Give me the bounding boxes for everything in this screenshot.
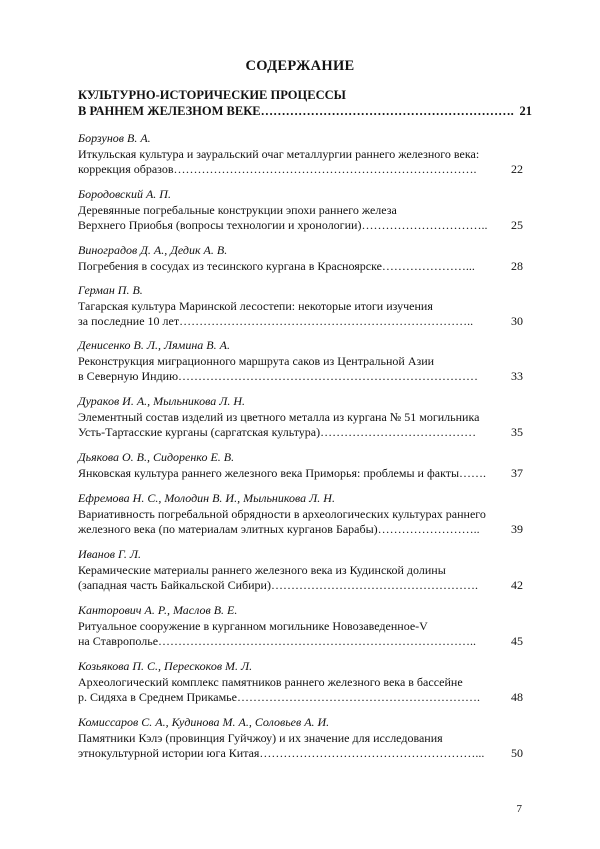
toc-entry-borzunov[interactable] [78,131,523,178]
entry-author: Виноградов Д. А., Дедик А. В. [78,243,228,257]
entry-title-line: Реконструкция миграционного маршрута саков из Центральной Азии [78,353,435,368]
entry-page-number: 48 [511,690,523,704]
entry-author: Дураков И. А., Мыльникова Л. Н. [78,394,246,408]
toc-entry-efremova[interactable] [78,491,523,538]
section-title-line-2: В РАННЕМ ЖЕЛЕЗНОМ ВЕКЕ……………………………………………………. [78,104,514,118]
toc-entry-borodovsky[interactable] [78,187,523,234]
entry-page-number: 39 [511,522,523,536]
entry-title-last-line: Янковская культура раннего железного века Приморья: проблемы и факты……. [78,465,487,480]
entry-title-last-line: на Ставрополье…………………………………………………………………….. [78,634,477,648]
entry-title-last-line: этнокультурной истории юга Китая………………………………………………... [78,746,485,760]
entry-page-number: 35 [511,425,523,439]
entry-page-number: 33 [511,369,523,383]
entry-title-last-line: (западная часть Байкальской Сибири)……………………………………………. [78,578,478,592]
entry-title-line: Иткульская культура и зауральский очаг металлургии раннего железного века: [78,146,480,161]
entry-title-last-line: р. Сидяха в Среднем Прикамье……………………………………………………. [78,690,480,704]
entry-title-line: Деревянные погребальные конструкции эпохи раннего железа [78,202,397,217]
entry-author: Денисенко В. Л., Лямина В. А. [78,338,230,352]
entry-title-line: Тагарская культура Маринской лесостепи: некоторые итоги изучения [78,298,433,313]
entry-title-last-line: Усть-Тартасские курганы (саргатская культура)………………………………… [78,425,477,439]
toc-entry-kantorovich[interactable] [78,603,523,650]
toc-entry-vinogradov[interactable] [78,243,523,274]
entry-title-last-line: Верхнего Приобья (вопросы технологии и хронологии)………………………….. [78,218,488,232]
entry-title-line: Памятники Кэлэ (провинция Гуйчжоу) и их значение для исследования [78,730,443,745]
page-number: 7 [516,803,522,815]
entry-author: Дьякова О. В., Сидоренко Е. В. [78,450,235,464]
entry-page-number: 28 [511,258,523,273]
page-title: СОДЕРЖАНИЕ [245,58,355,74]
entry-author: Герман П. В. [78,283,143,297]
toc-entry-dyakova[interactable] [78,450,523,481]
entry-page-number: 42 [511,578,523,592]
section-page-number: 21 [519,104,532,118]
entry-page-number: 22 [511,162,523,176]
entry-title-last-line: железного века (по материалам элитных курганов Барабы)…………………….. [78,522,480,536]
entry-title-line: Керамические материалы раннего железного века из Кудинской долины [78,562,446,577]
entry-author: Борзунов В. А. [78,131,151,145]
entry-title-last-line: в Северную Индию………………………………………………………………… [78,369,479,383]
entry-title-line: Вариативность погребальной обрядности в археологических культурах раннего [78,506,486,521]
entry-title-last-line: за последние 10 лет……………………………………………………………….. [78,314,474,328]
toc-entry-komissarov[interactable] [78,715,523,762]
entry-author: Комиссаров С. А., Кудинова М. А., Соловьев А. И. [78,715,330,729]
entry-page-number: 30 [511,314,523,328]
toc-entry-durakov[interactable] [78,394,523,441]
entry-author: Канторович А. Р., Маслов В. Е. [78,603,238,617]
entry-page-number: 50 [511,746,523,760]
entry-title-last-line: коррекция образов…………………………………………………………………. [78,162,477,176]
entry-author: Иванов Г. Л. [78,547,142,561]
entry-author: Ефремова Н. С., Молодин В. И., Мыльникова Л. Н. [78,491,335,505]
entry-title-line: Ритуальное сооружение в курганном могильнике Новозаведенное-V [78,618,428,633]
entry-title-last-line: Погребения в сосудах из тесинского кургана в Красноярске…………………... [78,258,475,273]
section-title-line-1: КУЛЬТУРНО-ИСТОРИЧЕСКИЕ ПРОЦЕССЫ [78,88,346,102]
toc-entry-denisenko[interactable] [78,338,523,385]
section-heading[interactable] [78,87,532,119]
entry-title-line: Элементный состав изделий из цветного металла из кургана № 51 могильника [78,409,480,424]
toc-entry-german[interactable] [78,283,523,330]
entry-author: Бородовский А. П. [78,187,171,201]
entry-title-line: Археологический комплекс памятников раннего железного века в бассейне [78,674,463,689]
toc-entry-kozyakova[interactable] [78,659,523,706]
entry-page-number: 25 [511,218,523,232]
entry-author: Козьякова П. С., Перескоков М. Л. [78,659,253,673]
entry-page-number: 37 [511,465,523,480]
toc-entry-ivanov[interactable] [78,547,523,594]
entry-page-number: 45 [511,634,523,648]
